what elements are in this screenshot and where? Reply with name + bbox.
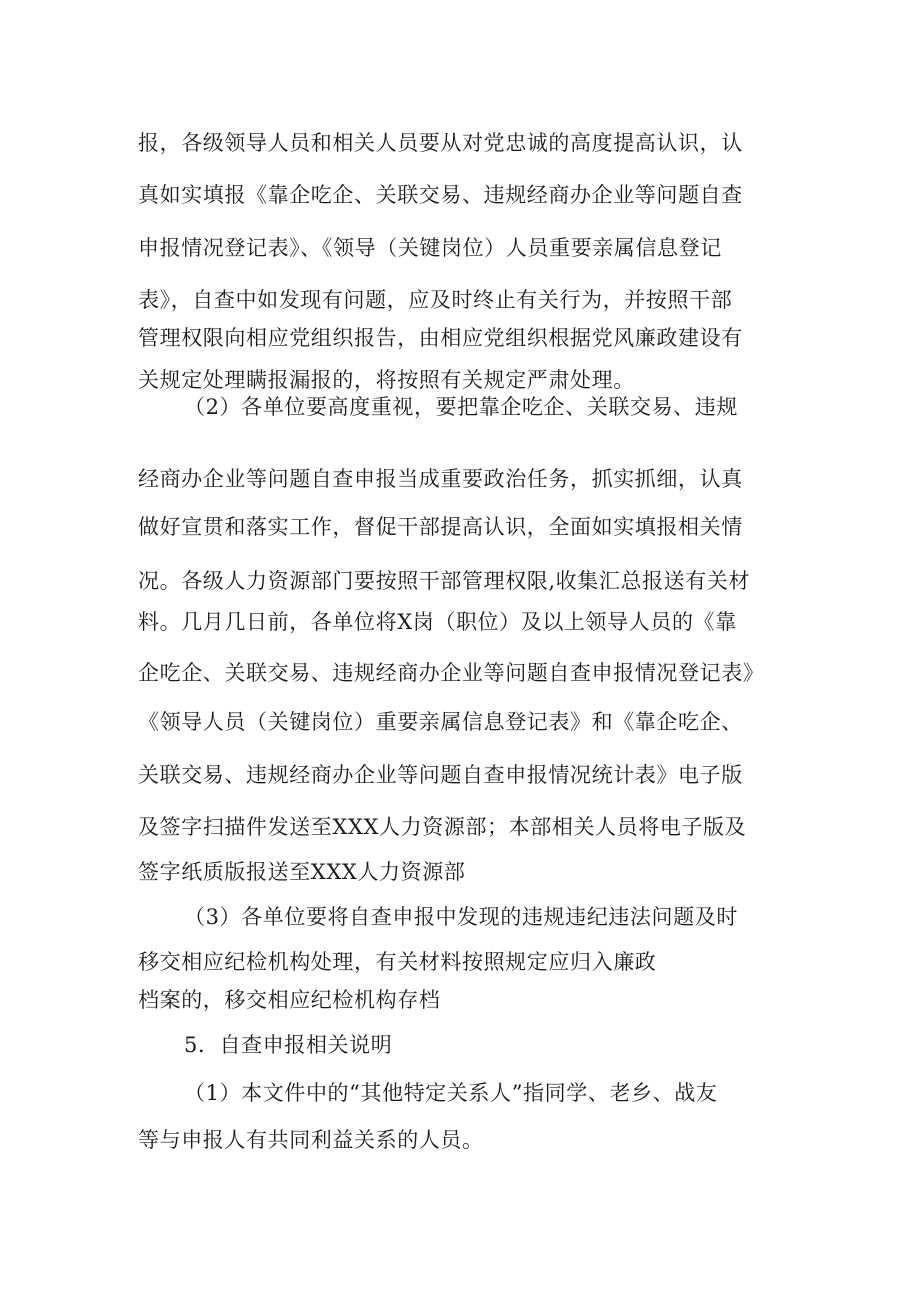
paragraph-line: 做好宣贯和落实工作，督促干部提高认识，全面如实填报相关情: [138, 515, 743, 539]
paragraph-line: 关规定处理瞒报漏报的，将按照有关规定严肃处理。: [138, 368, 635, 392]
paragraph-line: 等与申报人有共同利益关系的人员。: [138, 1128, 484, 1152]
paragraph-line: 经商办企业等问题自查申报当成重要政治任务，抓实抓细，认真: [138, 467, 743, 491]
paragraph-line: 料。几月几日前，各单位将X岗（职位）及以上领导人员的《靠: [138, 610, 737, 634]
section-heading: 5．自查申报相关说明: [184, 1033, 393, 1057]
paragraph-line: 况。各级人力资源部门要按照干部管理权限,收集汇总报送有关材: [138, 569, 751, 593]
paragraph-line: 及签字扫描件发送至XXX人力资源部；本部相关人员将电子版及: [138, 815, 747, 839]
paragraph-line: 移交相应纪检机构处理，有关材料按照规定应归入廉政: [138, 950, 657, 974]
paragraph-line: 企吃企、关联交易、违规经商办企业等问题自查申报情况登记表》: [138, 661, 765, 685]
paragraph-line: 管理权限向相应党组织报告，由相应党组织根据党风廉政建设有: [138, 326, 743, 350]
paragraph-line: （2）各单位要高度重视，要把靠企吃企、关联交易、违规: [184, 395, 738, 419]
paragraph-line: 档案的，移交相应纪检机构存档: [138, 988, 441, 1012]
paragraph-line: （3）各单位要将自查申报中发现的违规违纪违法问题及时: [184, 905, 738, 929]
paragraph-line: 表》，自查中如发现有问题，应及时终止有关行为，并按照干部: [138, 288, 733, 312]
paragraph-line: 关联交易、违规经商办企业等问题自查申报情况统计表》电子版: [138, 763, 743, 787]
paragraph-line: 真如实填报《靠企吃企、关联交易、违规经商办企业等问题自查: [138, 183, 743, 207]
paragraph-line: 申报情况登记表》、《领导（关键岗位）人员重要亲属信息登记: [138, 236, 722, 260]
paragraph-line: 报，各级领导人员和相关人员要从对党忠诚的高度提高认识，认: [138, 131, 743, 155]
paragraph-line: 《领导人员（关键岗位）重要亲属信息登记表》和《靠企吃企、: [138, 710, 743, 734]
paragraph-line: 签字纸质版报送至XXX人力资源部: [138, 860, 466, 884]
paragraph-line: （1）本文件中的“其他特定关系人”指同学、老乡、战友: [184, 1081, 718, 1105]
